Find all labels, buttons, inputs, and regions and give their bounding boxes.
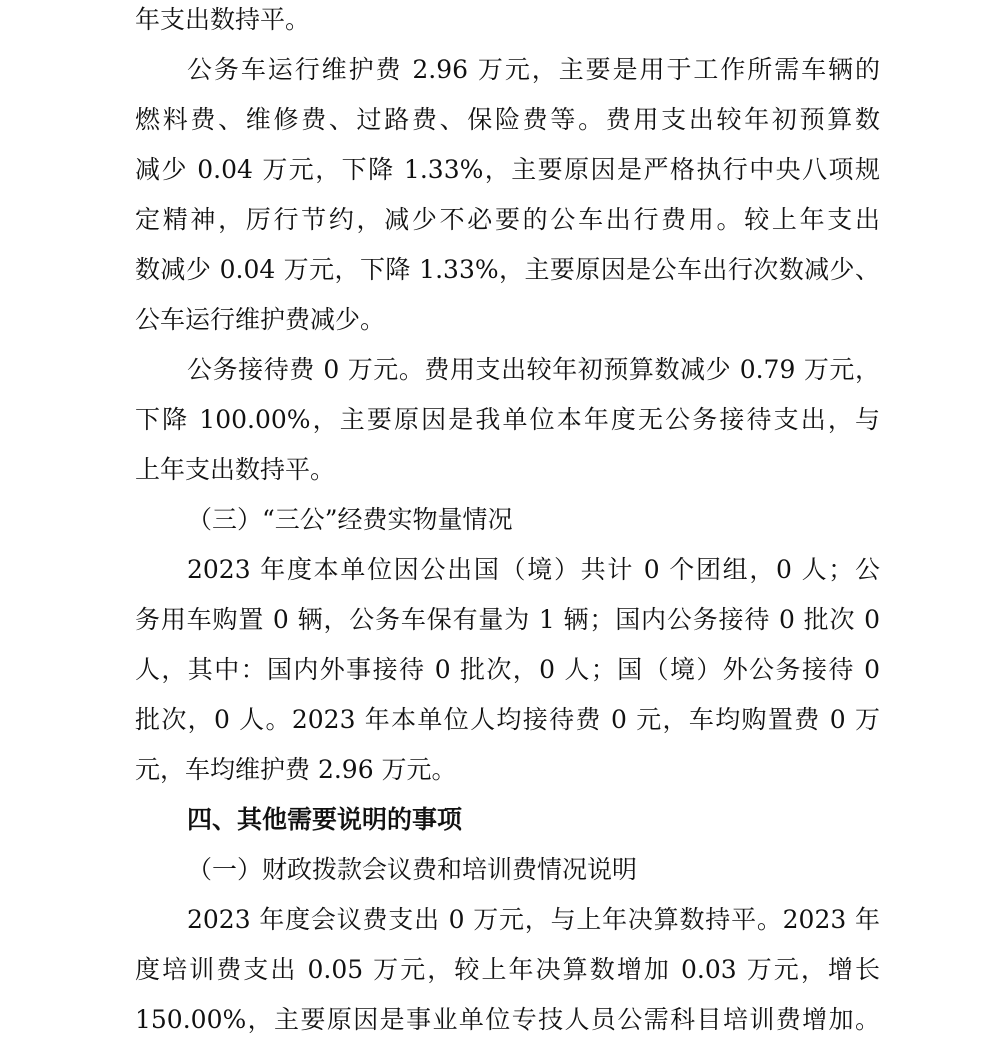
section-heading: 四、其他需要说明的事项 <box>187 805 463 834</box>
paragraph-line: 公务车运行维护费 2.96 万元，主要是用于工作所需车辆的 <box>187 55 880 84</box>
paragraph-line: 年支出数持平。 <box>135 5 311 34</box>
paragraph-line: 上年支出数持平。 <box>135 455 336 484</box>
paragraph-line: 公车运行维护费减少。 <box>135 305 386 334</box>
paragraph-line: 批次，0 人。2023 年本单位人均接待费 0 元，车均购置费 0 万 <box>135 705 880 734</box>
paragraph-line: 定精神，厉行节约，减少不必要的公车出行费用。较上年支出 <box>135 205 880 234</box>
paragraph-line: 数减少 0.04 万元，下降 1.33%，主要原因是公车出行次数减少、 <box>135 255 880 284</box>
paragraph-line: 务用车购置 0 辆，公务车保有量为 1 辆；国内公务接待 0 批次 0 <box>135 605 880 634</box>
paragraph-line: 度培训费支出 0.05 万元，较上年决算数增加 0.03 万元，增长 <box>135 955 880 984</box>
paragraph-line: 减少 0.04 万元，下降 1.33%，主要原因是严格执行中央八项规 <box>135 155 880 184</box>
paragraph-line: 150.00%，主要原因是事业单位专技人员公需科目培训费增加。 <box>135 1005 880 1034</box>
section-subheading: （三）“三公”经费实物量情况 <box>187 505 513 534</box>
paragraph-line: 公务接待费 0 万元。费用支出较年初预算数减少 0.79 万元， <box>187 355 880 384</box>
paragraph-line: 燃料费、维修费、过路费、保险费等。费用支出较年初预算数 <box>135 105 880 134</box>
paragraph-line: 人，其中：国内外事接待 0 批次，0 人；国（境）外公务接待 0 <box>135 655 880 684</box>
paragraph-line: 2023 年度会议费支出 0 万元，与上年决算数持平。2023 年 <box>187 905 880 934</box>
paragraph-line: 下降 100.00%，主要原因是我单位本年度无公务接待支出，与 <box>135 405 880 434</box>
section-subheading: （一）财政拨款会议费和培训费情况说明 <box>187 855 638 884</box>
paragraph-line: 元，车均维护费 2.96 万元。 <box>135 755 457 784</box>
paragraph-line: 2023 年度本单位因公出国（境）共计 0 个团组，0 人；公 <box>187 555 880 584</box>
